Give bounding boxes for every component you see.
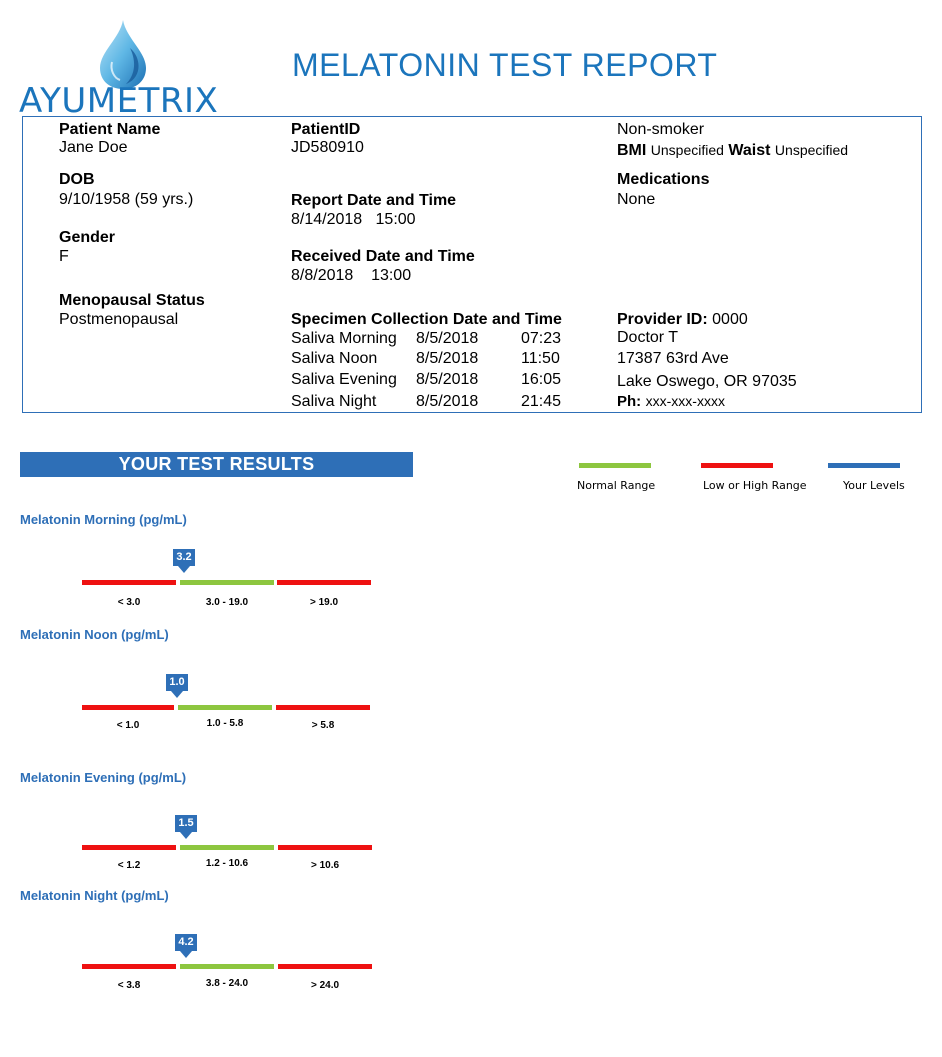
received-time-value: 13:00: [371, 267, 412, 284]
provider-address-2: Lake Oswego, OR 97035: [617, 373, 797, 390]
high-range-bar: [278, 845, 372, 850]
report-date-label: Report Date and Time: [291, 192, 457, 209]
collection-time: 11:50: [521, 350, 560, 367]
high-range-label: > 19.0: [309, 597, 339, 608]
dob-label: DOB: [59, 171, 95, 188]
bmi-waist: [617, 141, 848, 160]
patient-id-label: PatientID: [291, 121, 361, 138]
normal-range-bar: [180, 964, 274, 969]
legend-normal-swatch: [579, 463, 651, 468]
normal-range-label: 3.8 - 24.0: [205, 978, 249, 989]
brand-logo: [10, 18, 219, 121]
collection-date: 8/5/2018: [416, 393, 479, 410]
patient-name-label: Patient Name: [59, 121, 161, 138]
legend-lowhigh-swatch: [701, 463, 773, 468]
page-title: MELATONIN TEST REPORT: [292, 47, 718, 83]
low-range-label: < 3.8: [117, 980, 141, 991]
gender-value: F: [59, 248, 69, 265]
medications-value: None: [617, 191, 656, 208]
collection-row: [291, 371, 397, 389]
low-range-label: < 3.0: [117, 597, 141, 608]
marker-arrow-icon: [180, 951, 192, 958]
report-time-value: 15:00: [375, 211, 416, 228]
patient-id: JD580910: [291, 139, 364, 156]
collection-name: Saliva Night: [291, 393, 377, 410]
collection-date: 8/5/2018: [416, 330, 479, 347]
results-header: YOUR TEST RESULTS: [20, 452, 413, 477]
high-range-label: > 10.6: [310, 860, 340, 871]
test-title-morning: Melatonin Morning (pg/mL): [20, 512, 187, 527]
provider-name: Doctor T: [617, 329, 679, 346]
dob-value: 9/10/1958 (59 yrs.): [59, 191, 194, 208]
high-range-bar: [278, 964, 372, 969]
marker-arrow-icon: [171, 691, 183, 698]
provider-phone-value: xxx-xxx-xxxx: [645, 393, 725, 409]
gender-label: Gender: [59, 229, 116, 246]
test-title-noon: Melatonin Noon (pg/mL): [20, 627, 169, 642]
collection-row: [291, 350, 377, 368]
collection-label: Specimen Collection Date and Time: [291, 311, 562, 328]
normal-range-bar: [178, 705, 272, 710]
patient-name: Jane Doe: [59, 139, 128, 156]
level-marker: 3.2: [173, 549, 195, 566]
collection-time: 07:23: [521, 330, 562, 347]
collection-time: 16:05: [521, 371, 562, 388]
level-marker: 4.2: [175, 934, 197, 951]
report-date-value: 8/14/2018: [291, 211, 363, 228]
provider-address-1: 17387 63rd Ave: [617, 350, 729, 367]
normal-range-label: 1.0 - 5.8: [206, 718, 244, 729]
provider-id-value: 0000: [712, 311, 748, 328]
bmi-value: Unspecified: [650, 142, 724, 158]
marker-arrow-icon: [178, 566, 190, 573]
normal-range-label: 3.0 - 19.0: [205, 597, 249, 608]
collection-date: 8/5/2018: [416, 371, 479, 388]
collection-name: Saliva Morning: [291, 330, 397, 347]
collection-time: 21:45: [521, 393, 562, 410]
normal-range-bar: [180, 845, 274, 850]
medications-label: Medications: [617, 171, 710, 188]
high-range-bar: [277, 580, 371, 585]
provider-phone-label: Ph:: [617, 393, 642, 410]
legend-normal-label: Normal Range: [577, 479, 656, 492]
collection-row: [291, 330, 397, 348]
high-range-label: > 5.8: [311, 720, 335, 731]
normal-range-label: 1.2 - 10.6: [205, 858, 249, 869]
menopausal-value: Postmenopausal: [59, 311, 179, 328]
smoker-status: Non-smoker: [617, 121, 705, 138]
legend-yours-swatch: [828, 463, 900, 468]
normal-range-bar: [180, 580, 274, 585]
patient-info-box: [22, 116, 922, 413]
received-date: [291, 267, 411, 285]
report-date: [291, 211, 416, 229]
brand-name: AYUMETRIX: [19, 81, 219, 121]
collection-name: Saliva Evening: [291, 371, 397, 388]
high-range-label: > 24.0: [310, 980, 340, 991]
high-range-bar: [276, 705, 370, 710]
waist-value: Unspecified: [774, 142, 849, 158]
collection-row: [291, 393, 376, 411]
test-title-evening: Melatonin Evening (pg/mL): [20, 770, 187, 785]
low-range-bar: [82, 845, 176, 850]
level-marker: 1.5: [175, 815, 197, 832]
received-date-label: Received Date and Time: [291, 248, 475, 265]
low-range-bar: [82, 580, 176, 585]
marker-arrow-icon: [180, 832, 192, 839]
menopausal-label: Menopausal Status: [59, 292, 205, 309]
low-range-bar: [82, 705, 174, 710]
legend-yours-label: Your Levels: [843, 479, 905, 492]
low-range-label: < 1.2: [117, 860, 141, 871]
provider-phone: [617, 392, 725, 411]
test-title-night: Melatonin Night (pg/mL): [20, 888, 169, 903]
level-marker: 1.0: [166, 674, 188, 691]
received-date-value: 8/8/2018: [291, 267, 354, 284]
water-drop-icon: [90, 18, 160, 90]
waist-label: Waist: [728, 142, 771, 159]
provider-id: [617, 311, 748, 329]
low-range-label: < 1.0: [116, 720, 140, 731]
low-range-bar: [82, 964, 176, 969]
bmi-label: BMI: [617, 142, 647, 159]
provider-id-label: Provider ID:: [617, 311, 708, 328]
collection-name: Saliva Noon: [291, 350, 378, 367]
legend-lowhigh-label: Low or High Range: [703, 479, 807, 492]
collection-date: 8/5/2018: [416, 350, 479, 367]
